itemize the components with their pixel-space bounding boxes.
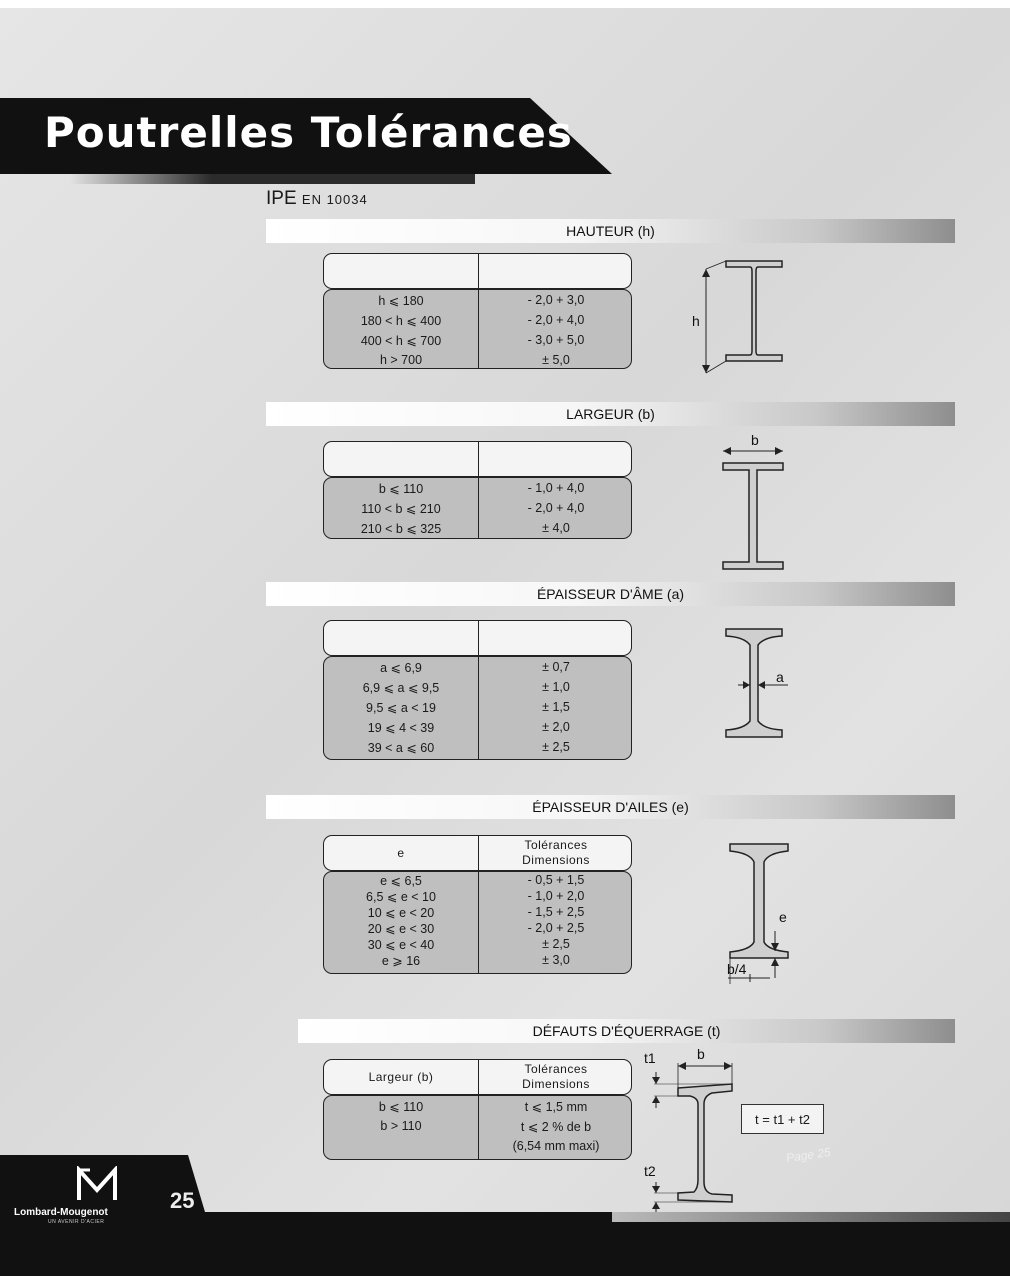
column-header-tolerances: Tolérances Dimensions [522,1062,590,1091]
table-row: 10 ⩽ e < 20 - 1,5 + 2,5 [367,905,585,920]
table-row: (6,54 mm maxi) [512,1139,600,1153]
dimension-label-b-squareness: b [697,1046,705,1062]
ibeam-squareness-diagram [640,1060,740,1220]
dimension-label-quarter-b: b/4 [727,961,747,977]
page-title: Poutrelles Tolérances [44,108,573,157]
table-ame [323,620,632,760]
table-row: e ⩾ 16 ± 3,0 [381,953,570,968]
ibeam-width-diagram [715,440,795,575]
table-header [323,253,632,289]
table-body [323,289,632,369]
table-ailes [323,835,632,974]
table-largeur [323,441,632,539]
heading-largeur: LARGEUR (b) [266,402,955,426]
column-header-largeur: Largeur (b) [368,1069,434,1084]
squareness-formula: t = t1 + t2 [741,1104,824,1134]
table-row: 39 < a ⩽ 60 ± 2,5 [367,740,570,755]
table-row: 180 < h ⩽ 400 - 2,0 + 4,0 [360,313,585,328]
table-row: 400 < h ⩽ 700 - 3,0 + 5,0 [360,333,585,348]
table-row: e ⩽ 6,5 - 0,5 + 1,5 [380,873,585,888]
dimension-label-a: a [776,669,784,685]
dimension-label-e: e [779,909,787,925]
table-equerrage [323,1059,632,1160]
ibeam-height-diagram [690,255,800,380]
heading-ailes: ÉPAISSEUR D'AILES (e) [266,795,955,819]
heading-hauteur: HAUTEUR (h) [266,219,955,243]
column-header-e: e [397,845,405,860]
section-subtitle [266,188,368,210]
page-number: 25 [170,1188,195,1213]
standard-code: EN 10034 [301,192,368,207]
ibeam-web-diagram [720,625,800,745]
brand-name: Lombard-Mougenot [14,1207,108,1218]
table-row: 20 ⩽ e < 30 - 2,0 + 2,5 [367,921,585,936]
table-row: 110 < b ⩽ 210 - 2,0 + 4,0 [361,501,585,516]
table-body [323,871,632,974]
dimension-label-t1: t1 [644,1050,656,1066]
top-margin [0,0,1010,8]
title-banner-underline [70,174,475,184]
table-header [323,441,632,477]
table-body [323,1095,632,1160]
dimension-label-t2: t2 [644,1163,656,1179]
table-body [323,656,632,760]
table-row: b ⩽ 110 t ⩽ 1,5 mm [378,1100,588,1114]
table-header [323,1059,632,1095]
table-header [323,620,632,656]
page-watermark: Page 25 [785,1144,832,1166]
table-row: 6,5 ⩽ e < 10 - 1,0 + 2,0 [366,889,585,904]
table-row: 6,9 ⩽ a ⩽ 9,5 ± 1,0 [362,680,570,695]
dimension-label-b: b [751,432,759,448]
table-header [323,835,632,871]
table-body [323,477,632,539]
lombard-mougenot-logo-icon [76,1166,118,1202]
heading-ame: ÉPAISSEUR D'ÂME (a) [266,582,955,606]
table-row: h > 700 ± 5,0 [379,353,570,367]
table-row: 30 ⩽ e < 40 ± 2,5 [367,937,570,952]
profile-type: IPE [266,188,297,209]
brand-tagline: UN AVENIR D'ACIER [48,1219,105,1225]
table-row: 210 < b ⩽ 325 ± 4,0 [360,521,570,536]
table-row: 19 ⩽ 4 < 39 ± 2,0 [367,720,570,735]
dimension-label-h: h [692,313,700,329]
table-row: b > 110 t ⩽ 2 % de b [380,1119,592,1134]
footer-strip [612,1212,1010,1222]
table-row: a ⩽ 6,9 ± 0,7 [380,660,570,675]
table-hauteur [323,253,632,369]
table-row: 9,5 ⩽ a < 19 ± 1,5 [366,700,570,715]
table-row: b ⩽ 110 - 1,0 + 4,0 [378,481,585,496]
table-row: h ⩽ 180 - 2,0 + 3,0 [378,293,585,308]
heading-equerrage: DÉFAUTS D'ÉQUERRAGE (t) [298,1019,955,1043]
column-header-tolerances: Tolérances Dimensions [522,838,590,867]
